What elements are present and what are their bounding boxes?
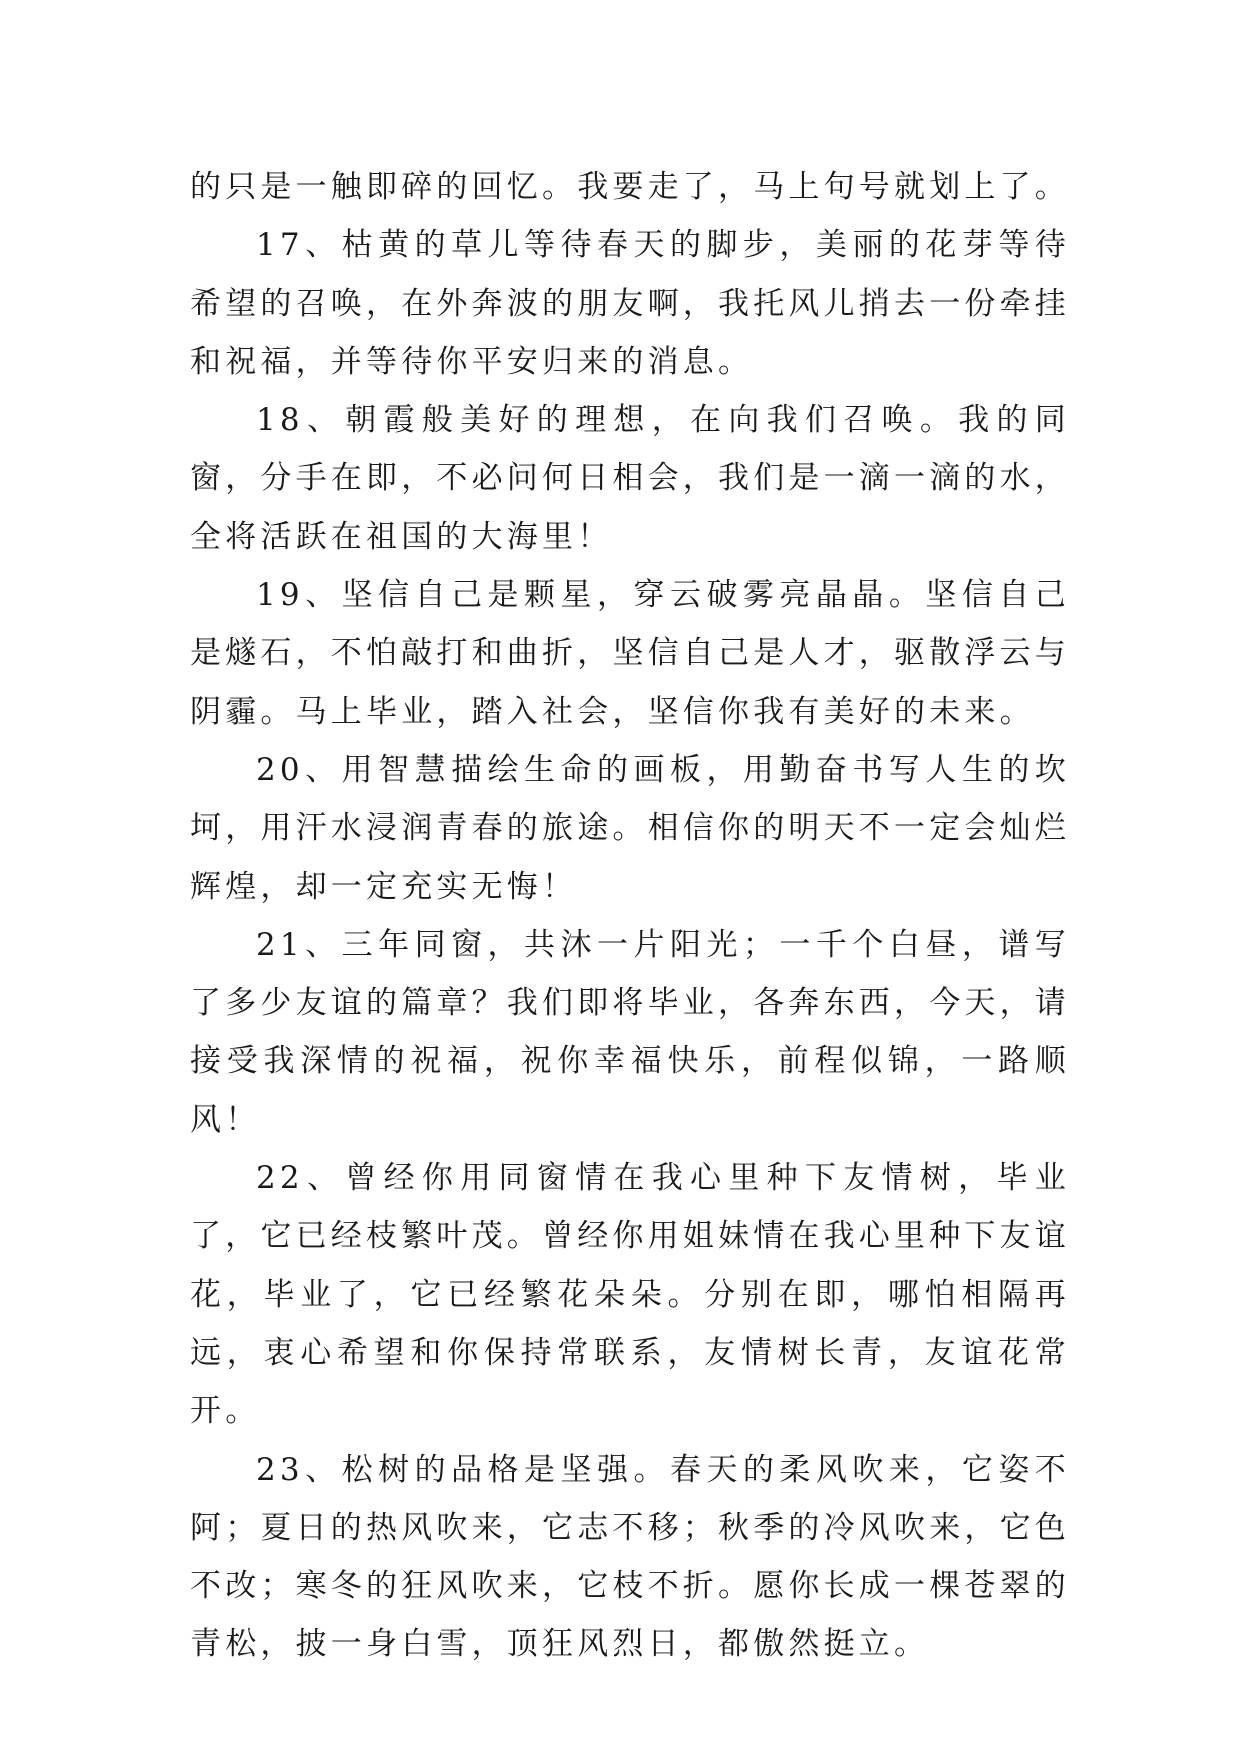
paragraph-18: 18、朝霞般美好的理想，在向我们召唤。我的同窗，分手在即，不必问何日相会，我们是一滴一滴的水，全将活跃在祖国的大海里！ xyxy=(190,402,1070,555)
paragraph-22: 22、曾经你用同窗情在我心里种下友情树，毕业了，它已经枝繁叶茂。曾经你用姐妹情在我心里种下友谊花，毕业了，它已经繁花朵朵。分别在即，哪怕相隔再远，衷心希望和你保持常联系，友情树长青，友谊花常开。 xyxy=(190,1160,1070,1430)
paragraph-continuation: 的只是一触即碎的回忆。我要走了，马上句号就划上了。 xyxy=(190,169,1070,205)
paragraph-23: 23、松树的品格是坚强。春天的柔风吹来，它姿不阿；夏日的热风吹来，它志不移；秋季的冷风吹来，它色不改；寒冬的狂风吹来，它枝不折。愿你长成一棵苍翠的青松，披一身白雪，顶狂风烈日，都傲然挺立。 xyxy=(190,1451,1070,1663)
paragraph-20: 20、用智慧描绘生命的画板，用勤奋书写人生的坎坷，用汗水浸润青春的旅途。相信你的明天不一定会灿烂辉煌，却一定充实无悔！ xyxy=(190,751,1070,905)
paragraph-19: 19、坚信自己是颗星，穿云破雾亮晶晶。坚信自己是燧石，不怕敲打和曲折，坚信自己是人才，驱散浮云与阴霾。马上毕业，踏入社会，坚信你我有美好的未来。 xyxy=(190,577,1070,730)
document-body xyxy=(190,158,1070,1674)
paragraph-17: 17、枯黄的草儿等待春天的脚步，美丽的花芽等待希望的召唤，在外奔波的朋友啊，我托风儿捎去一份牵挂和祝福，并等待你平安归来的消息。 xyxy=(190,227,1070,380)
paragraph-21: 21、三年同窗，共沐一片阳光；一千个白昼，谱写了多少友谊的篇章？我们即将毕业，各奔东西，今天，请接受我深情的祝福，祝你幸福快乐，前程似锦，一路顺风！ xyxy=(190,926,1070,1138)
